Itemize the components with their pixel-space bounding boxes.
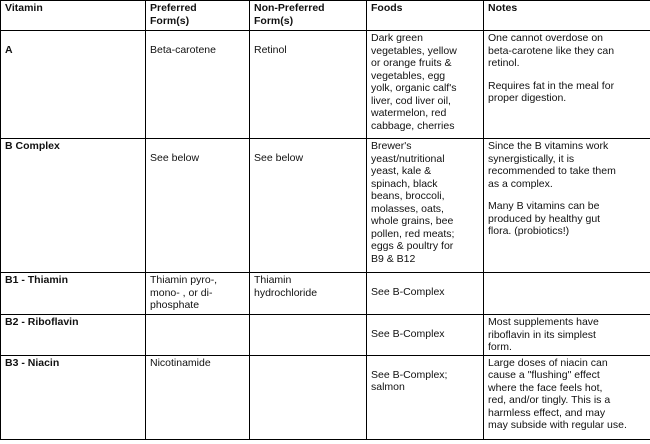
vitamin-name: A bbox=[1, 31, 146, 139]
table-row bbox=[1, 31, 650, 139]
notes-cell: Large doses of niacin can cause a "flushing" effect where the face feels hot, red, and/or tingly. This is a harmless effect, and may may subside with regular use. bbox=[484, 355, 650, 439]
non-preferred-form bbox=[250, 315, 367, 356]
notes-paragraph: Requires fat in the meal for proper digestion. bbox=[488, 79, 615, 104]
preferred-form: Nicotinamide bbox=[146, 355, 250, 439]
table-row bbox=[1, 273, 650, 315]
vitamin-name: B3 - Niacin bbox=[1, 355, 146, 439]
header-preferred-forms: Preferred Form(s) bbox=[146, 1, 250, 31]
foods-cell: See B-Complex bbox=[367, 315, 484, 356]
notes-paragraph: Many B vitamins can be produced by healthy gut flora. (probiotics!) bbox=[488, 200, 601, 237]
header-notes: Notes bbox=[484, 1, 650, 31]
preferred-form: See below bbox=[146, 139, 250, 273]
table-row bbox=[1, 355, 650, 439]
notes-paragraph: One cannot overdose on beta-carotene like they can retinol. bbox=[488, 32, 615, 69]
notes-cell bbox=[484, 31, 650, 139]
foods-cell: See B-Complex bbox=[367, 273, 484, 315]
preferred-form: Thiamin pyro-, mono- , or di- phosphate bbox=[146, 273, 250, 315]
header-vitamin: Vitamin bbox=[1, 1, 146, 31]
vitamin-name: B Complex bbox=[1, 139, 146, 273]
header-foods: Foods bbox=[367, 1, 484, 31]
non-preferred-form: See below bbox=[250, 139, 367, 273]
table-row bbox=[1, 139, 650, 273]
preferred-form bbox=[146, 315, 250, 356]
foods-cell: Brewer's yeast/nutritional yeast, kale & spinach, black beans, broccoli, molasses, oats, whole grains, bee pollen, red meats; eggs & poultry for B9 & B12 bbox=[367, 139, 484, 273]
table-header-row bbox=[1, 1, 650, 31]
table-row bbox=[1, 315, 650, 356]
notes-paragraph: Since the B vitamins work synergistically, it is recommended to take them as a complex. bbox=[488, 140, 616, 190]
notes-cell bbox=[484, 273, 650, 315]
notes-cell: Most supplements have riboflavin in its simplest form. bbox=[484, 315, 650, 356]
foods-cell: See B-Complex; salmon bbox=[367, 355, 484, 439]
non-preferred-form: Thiamin hydrochloride bbox=[250, 273, 367, 315]
preferred-form: Beta-carotene bbox=[146, 31, 250, 139]
foods-cell: Dark green vegetables, yellow or orange fruits & vegetables, egg yolk, organic calf's liver, cod liver oil, watermelon, red cabbage, cherries bbox=[367, 31, 484, 139]
non-preferred-form: Retinol bbox=[250, 31, 367, 139]
header-non-preferred-forms: Non-Preferred Form(s) bbox=[250, 1, 367, 31]
notes-cell bbox=[484, 139, 650, 273]
vitamin-name: B1 - Thiamin bbox=[1, 273, 146, 315]
vitamin-name: B2 - Riboflavin bbox=[1, 315, 146, 356]
non-preferred-form bbox=[250, 355, 367, 439]
